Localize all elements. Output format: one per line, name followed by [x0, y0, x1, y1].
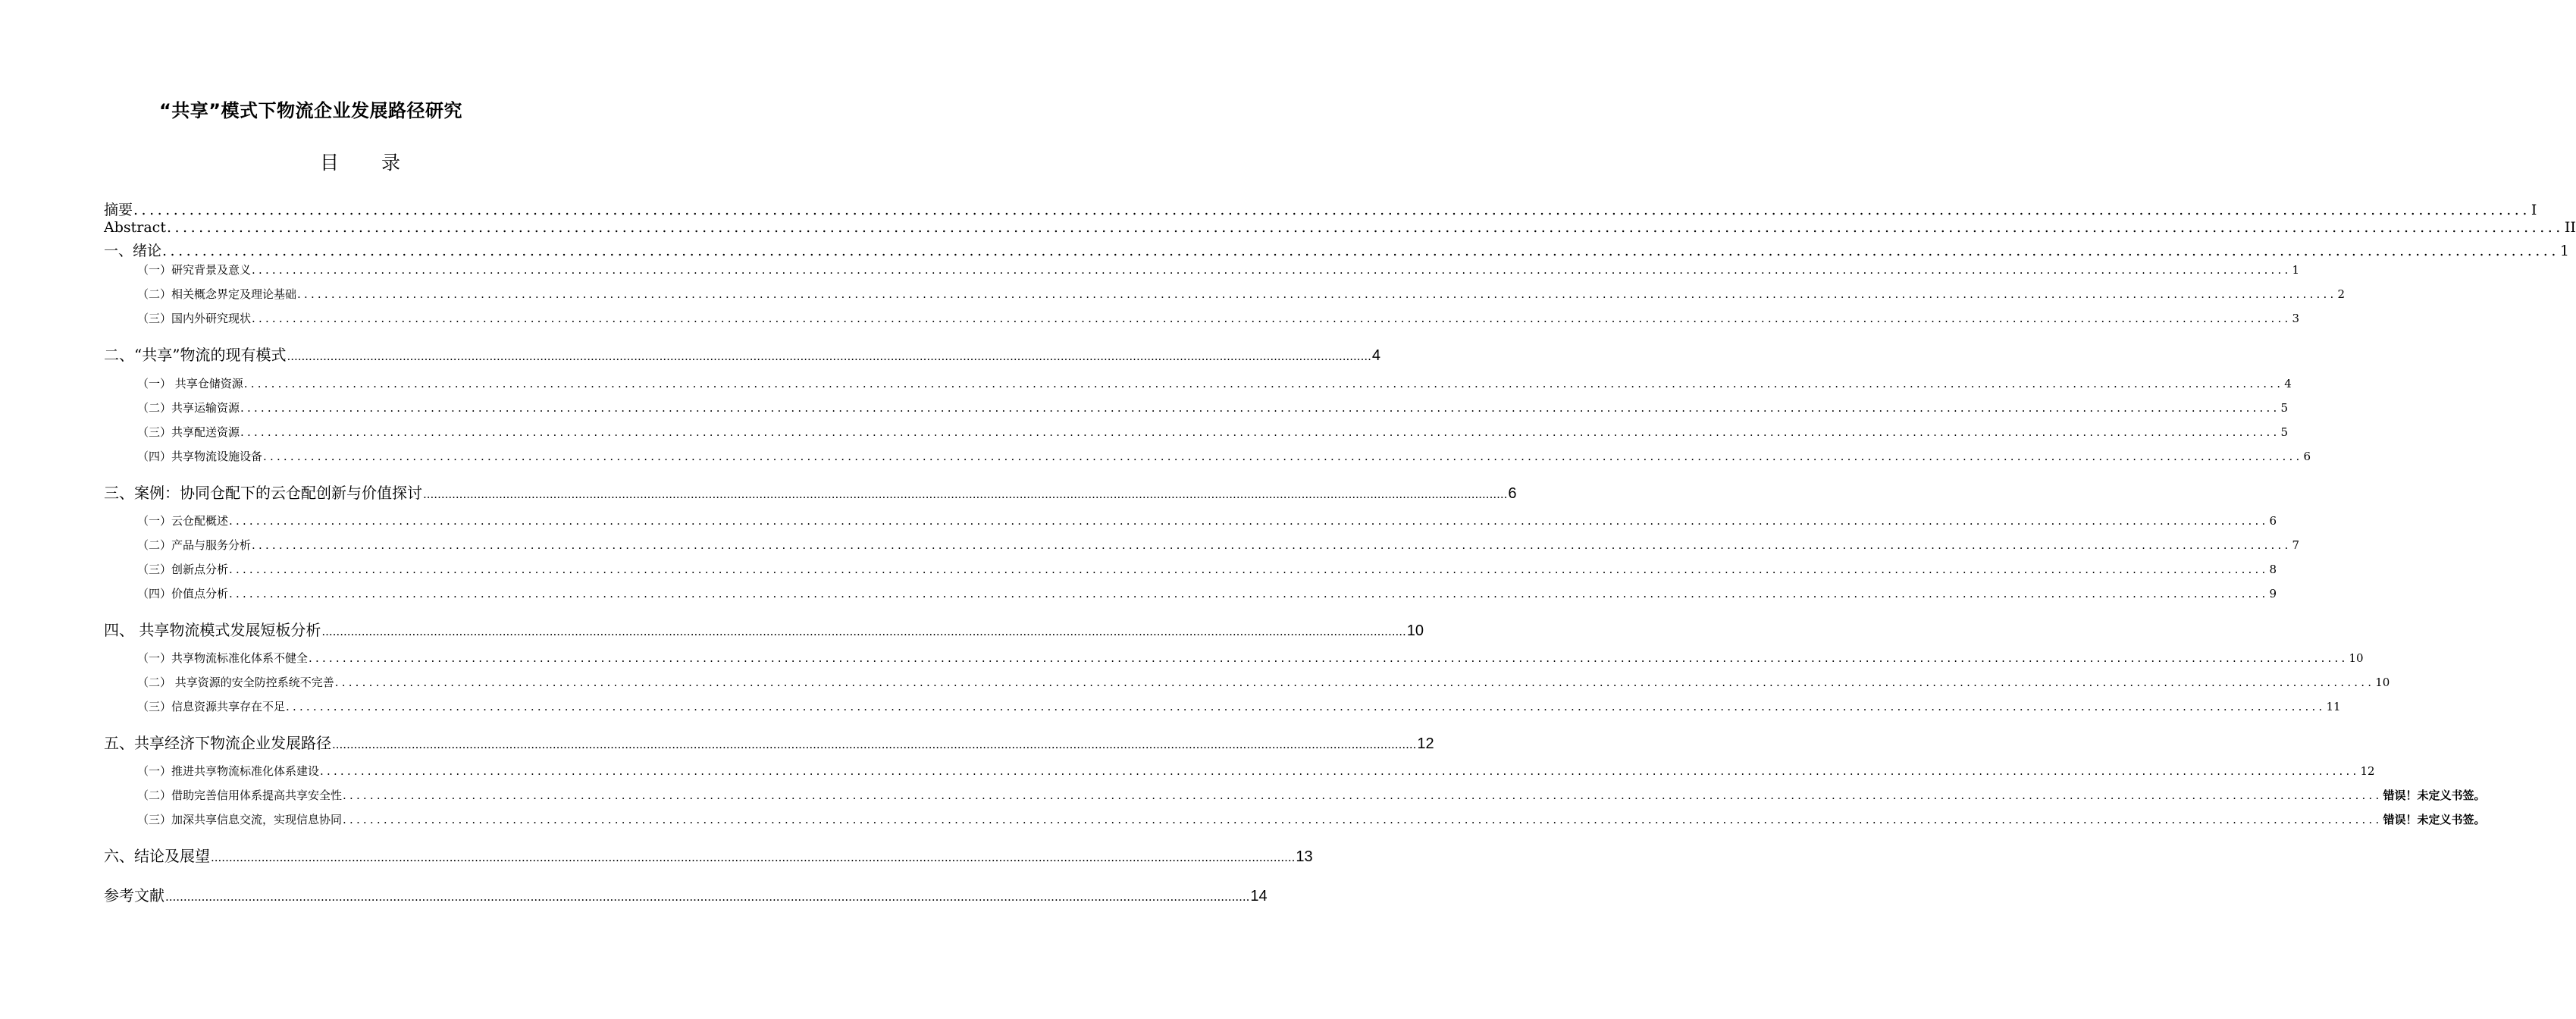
toc-entry[interactable]	[137, 787, 2486, 803]
toc-entry[interactable]	[137, 537, 2299, 553]
toc-entry[interactable]	[137, 310, 2299, 326]
toc-entry-page: 4	[1371, 347, 1380, 364]
toc-heading: 目 录	[320, 152, 418, 174]
toc-entry-label: （四）共享物流设施设备	[137, 450, 263, 463]
toc-entry[interactable]	[137, 561, 2277, 577]
toc-entry-page: 10	[1406, 622, 1424, 639]
dot-leader: ............................................................................................................................................................................................................................................................................................................	[332, 738, 1417, 751]
toc-entry[interactable]	[104, 343, 1380, 365]
toc-entry[interactable]	[104, 219, 2576, 236]
toc-entry-page: 8	[2269, 563, 2277, 576]
dot-leader: ............................................................................................................................................................................................................................................................................................................	[343, 789, 2383, 802]
dot-leader: ............................................................................................................................................................................................................................................................................................................	[229, 563, 2269, 576]
toc-entry[interactable]	[104, 481, 1517, 503]
toc-entry-page: 12	[2360, 764, 2375, 778]
toc-entry-label: （四）价值点分析	[137, 587, 229, 600]
toc-entry-page: 1	[2292, 263, 2299, 277]
toc-entry[interactable]	[137, 424, 2288, 440]
toc-entry-page: 11	[2326, 700, 2341, 713]
toc-entry-label: （二）相关概念界定及理论基础	[137, 287, 297, 301]
toc-entry-page: 14	[1250, 888, 1268, 905]
toc-entry-page: 6	[2269, 514, 2277, 528]
toc-entry-label: （一） 共享仓储资源	[137, 377, 243, 390]
toc-entry-page: 9	[2269, 587, 2277, 600]
toc-entry-label: 参考文献	[104, 886, 165, 905]
dot-leader: ............................................................................................................................................................................................................................................................................................................	[240, 425, 2280, 439]
toc-entry-label: （二） 共享资源的安全防控系统不完善	[137, 676, 334, 689]
toc-entry[interactable]	[104, 731, 1434, 753]
dot-leader: ............................................................................................................................................................................................................................................................................................................	[321, 625, 1406, 638]
toc-entry[interactable]	[137, 585, 2277, 601]
dot-leader: ............................................................................................................................................................................................................................................................................................................	[334, 676, 2375, 689]
toc-entry-label: 五、共享经济下物流企业发展路径	[104, 734, 331, 752]
toc-entry[interactable]	[104, 199, 2537, 219]
toc-entry[interactable]	[137, 698, 2341, 714]
dot-leader: ............................................................................................................................................................................................................................................................................................................	[166, 219, 2564, 236]
toc-entry[interactable]	[137, 674, 2390, 690]
toc-entry-page: 5	[2280, 425, 2288, 439]
toc-entry[interactable]	[137, 763, 2375, 779]
toc-entry-page: 3	[2292, 312, 2299, 325]
toc-entry[interactable]	[137, 811, 2486, 827]
dot-leader: ............................................................................................................................................................................................................................................................................................................	[133, 202, 2531, 218]
toc-entry[interactable]	[104, 844, 1313, 866]
toc-entry-label: 一、绪论	[104, 243, 162, 259]
dot-leader: ............................................................................................................................................................................................................................................................................................................	[162, 243, 2559, 259]
dot-leader: ............................................................................................................................................................................................................................................................................................................	[165, 890, 1250, 904]
dot-leader: ............................................................................................................................................................................................................................................................................................................	[263, 450, 2303, 463]
toc-entry-label: （三）共享配送资源	[137, 425, 240, 439]
toc-entry-label: 六、结论及展望	[104, 847, 210, 865]
toc-entry-page: 7	[2292, 538, 2299, 552]
toc-entry-label: （三）创新点分析	[137, 563, 229, 576]
dot-leader: ............................................................................................................................................................................................................................................................................................................	[297, 287, 2337, 301]
toc-entry-page: 10	[2375, 676, 2390, 689]
toc-entry-label: 三、案例：协同仓配下的云仓配创新与价值探讨	[104, 484, 422, 502]
toc-entry-label: （二）产品与服务分析	[137, 538, 252, 552]
toc-entry-page: 2	[2337, 287, 2345, 301]
dot-leader: ............................................................................................................................................................................................................................................................................................................	[229, 514, 2269, 528]
toc-entry[interactable]	[104, 883, 1268, 905]
toc-entry-page: 4	[2284, 377, 2292, 390]
toc-entry-label: （一）推进共享物流标准化体系建设	[137, 764, 320, 778]
toc-entry-page: II	[2564, 219, 2576, 236]
toc-entry-page: 6	[2303, 450, 2311, 463]
toc-entry[interactable]	[137, 513, 2277, 528]
dot-leader: ............................................................................................................................................................................................................................................................................................................	[243, 377, 2284, 390]
toc-entry-page: 13	[1296, 848, 1313, 865]
document-title: “共享”模式下物流企业发展路径研究	[158, 100, 463, 121]
dot-leader: ............................................................................................................................................................................................................................................................................................................	[252, 312, 2292, 325]
dot-leader: ............................................................................................................................................................................................................................................................................................................	[286, 700, 2326, 713]
toc-entry-label: （一）共享物流标准化体系不健全	[137, 651, 309, 665]
dot-leader: ............................................................................................................................................................................................................................................................................................................	[343, 813, 2383, 826]
dot-leader: ............................................................................................................................................................................................................................................................................................................	[252, 263, 2292, 277]
toc-entry-label: （一）云仓配概述	[137, 514, 229, 528]
toc-entry-label: （一）研究背景及意义	[137, 263, 252, 277]
dot-leader: ............................................................................................................................................................................................................................................................................................................	[309, 651, 2349, 665]
toc-entry-label: （三）加深共享信息交流，实现信息协同	[137, 813, 343, 826]
toc-entry-label: 二、“共享”物流的现有模式	[104, 346, 287, 364]
toc-entry-label: Abstract	[104, 219, 166, 236]
toc-entry[interactable]	[137, 262, 2299, 277]
toc-entry-page: I	[2531, 202, 2537, 218]
dot-leader: ............................................................................................................................................................................................................................................................................................................	[320, 764, 2360, 778]
dot-leader: ............................................................................................................................................................................................................................................................................................................	[211, 851, 1296, 864]
dot-leader: ............................................................................................................................................................................................................................................................................................................	[229, 587, 2269, 600]
toc-entry[interactable]	[137, 400, 2288, 415]
toc-entry-page: 5	[2280, 401, 2288, 415]
dot-leader: ............................................................................................................................................................................................................................................................................................................	[252, 538, 2292, 552]
toc-entry[interactable]	[104, 240, 2569, 260]
toc-entry[interactable]	[104, 618, 1424, 640]
toc-entry-label: 四、 共享物流模式发展短板分析	[104, 621, 321, 639]
toc-entry-label: （三）信息资源共享存在不足	[137, 700, 286, 713]
toc-entry[interactable]	[137, 650, 2364, 666]
toc-entry-page: 6	[1508, 485, 1517, 502]
toc-entry-label: （二）借助完善信用体系提高共享安全性	[137, 789, 343, 802]
toc-entry-page: 1	[2559, 243, 2569, 259]
bookmark-error-text: 错误！未定义书签。	[2383, 813, 2486, 826]
dot-leader: ............................................................................................................................................................................................................................................................................................................	[240, 401, 2280, 415]
toc-entry-label: 摘要	[104, 202, 133, 218]
toc-entry-page: 12	[1417, 735, 1434, 752]
toc-entry-label: （二）共享运输资源	[137, 401, 240, 415]
bookmark-error-text: 错误！未定义书签。	[2383, 789, 2486, 802]
dot-leader: ............................................................................................................................................................................................................................................................................................................	[287, 350, 1371, 363]
toc-entry[interactable]	[137, 286, 2345, 302]
toc-entry[interactable]	[137, 375, 2292, 391]
dot-leader: ............................................................................................................................................................................................................................................................................................................	[423, 488, 1508, 501]
toc-entry[interactable]	[137, 448, 2311, 464]
toc-entry-page: 10	[2349, 651, 2364, 665]
toc-entry-label: （三）国内外研究现状	[137, 312, 252, 325]
